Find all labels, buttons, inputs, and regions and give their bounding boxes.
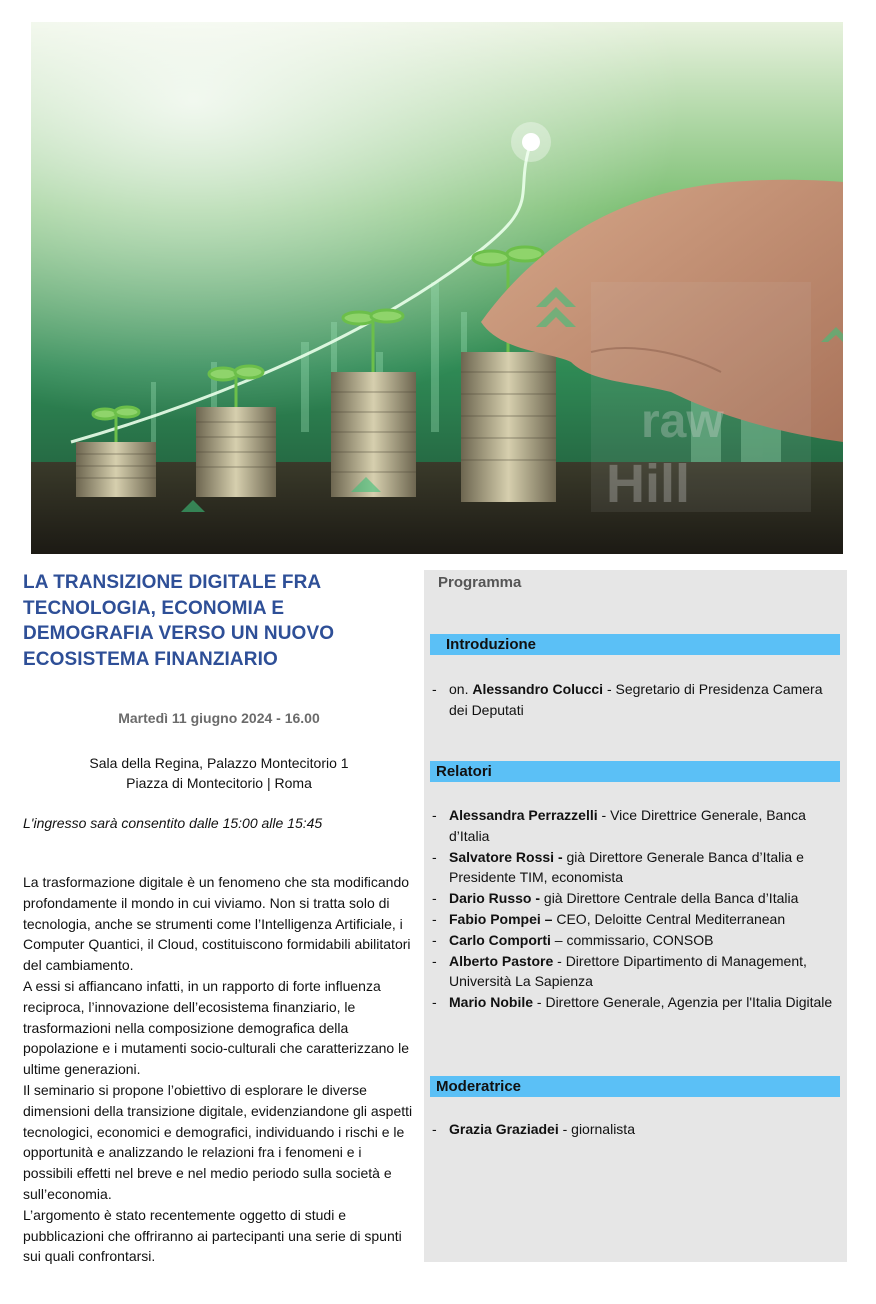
list-item [432, 951, 842, 993]
entry-note: L'ingresso sarà consentito dalle 15:00 alle 15:45 [23, 815, 323, 831]
event-title: LA TRANSIZIONE DIGITALE FRA TECNOLOGIA, ECONOMIA E DEMOGRAFIA VERSO UN NUOVO ECOSISTEMA FINANZIARIO [23, 572, 335, 670]
speaker-role: – commissario, CONSOB [550, 931, 714, 948]
speaker-name: Dario Russo - [449, 890, 541, 907]
description-paragraph: Il seminario si propone l’obiettivo di esplorare le diverse dimensioni della transizione digitale, evidenziandone gli aspetti tecnologici, economici e demografici, individuando i rischi e le opportunità e analizzando le relazioni fra i fenomeni e i possibili effetti nel breve e nel medio periodo sulla società e sull’economia. [23, 1081, 413, 1202]
hero-image [31, 22, 843, 554]
list-dash: - [432, 848, 437, 865]
speaker-name: Alberto Pastore [449, 952, 554, 969]
speaker-name: Mario Nobile [449, 994, 534, 1011]
description-paragraph: L’argomento è stato recentemente oggetto di studi e pubblicazioni che offriranno ai partecipanti una serie di spunti sui quali confrontarsi. [23, 1206, 402, 1265]
speaker-role: - Vice Direttrice Generale, Banca d’Italia [449, 807, 806, 844]
speaker-prefix: on. [449, 681, 473, 697]
list-dash: - [432, 952, 437, 969]
section-heading-relatori: Relatori [430, 761, 840, 782]
watermark-text-2: Hill [606, 454, 691, 514]
speaker-role: già Direttore Generale Banca d’Italia e Presidente TIM, economista [449, 848, 804, 886]
section-list-relatori [432, 805, 842, 1013]
speaker-role: CEO, Deloitte Central Mediterranean [552, 910, 786, 927]
list-item [432, 888, 842, 909]
program-panel [424, 570, 847, 1262]
section-list-introduzione [432, 679, 842, 721]
list-dash: - [432, 994, 437, 1011]
list-dash: - [432, 931, 437, 948]
watermark-text-1: raw [641, 395, 724, 448]
list-item [432, 805, 842, 847]
list-dash: - [432, 890, 437, 907]
event-info [23, 570, 415, 1265]
description-paragraph: A essi si affiancano infatti, in un rapporto di forte influenza reciproca, l’innovazione dell’ecosistema finanziario, le trasformazioni nella composizione demografica della popolazione e i mutamenti socio-culturali che caratterizzano le ultime generazioni. [23, 977, 409, 1078]
list-dash: - [432, 910, 437, 927]
speaker-role: - Segretario di Presidenza Camera dei Deputati [449, 681, 823, 718]
speaker-role: - Direttore Generale, Agenzia per l'Italia Digitale [533, 994, 833, 1011]
event-description [23, 872, 415, 1267]
speaker-name: Carlo Comporti [449, 931, 551, 948]
speaker-name: Alessandro Colucci [472, 681, 604, 697]
speaker-name: Alessandra Perrazzelli [449, 807, 598, 823]
venue-line-2: Piazza di Montecitorio | Roma [126, 775, 312, 791]
list-dash: - [432, 681, 437, 697]
list-item [432, 909, 842, 930]
speaker-name: Fabio Pompei – [449, 910, 553, 927]
program-title: Programma [438, 574, 522, 591]
venue-line-1: Sala della Regina, Palazzo Montecitorio 1 [89, 755, 349, 771]
speaker-role: già Direttore Centrale della Banca d’Italia [540, 890, 799, 907]
speaker-role: - giornalista [558, 1121, 635, 1137]
event-venue [23, 753, 415, 793]
section-heading-moderatrice: Moderatrice [430, 1076, 840, 1097]
list-item [432, 930, 842, 951]
speaker-name: Grazia Graziadei [449, 1121, 559, 1137]
list-item [432, 679, 842, 721]
list-item [432, 992, 842, 1013]
description-paragraph: La trasformazione digitale è un fenomeno che sta modificando profondamente il mondo in cui viviamo. Non si tratta solo di tecnologia, anche se strumenti come l’Intelligenza Artificiale, i Computer Quantici, il Cloud, costituiscono formidabili abilitatori del cambiamento. [23, 874, 411, 974]
section-heading-introduzione: Introduzione [430, 634, 840, 655]
list-item [432, 1119, 842, 1140]
section-list-moderatrice [432, 1119, 842, 1140]
event-date: Martedì 11 giugno 2024 - 16.00 [118, 710, 320, 726]
speaker-name: Salvatore Rossi - [449, 848, 563, 865]
list-dash: - [432, 807, 437, 823]
list-dash: - [432, 1121, 437, 1137]
speaker-role: - Direttore Dipartimento di Management, Università La Sapienza [449, 952, 807, 990]
list-item [432, 847, 842, 889]
